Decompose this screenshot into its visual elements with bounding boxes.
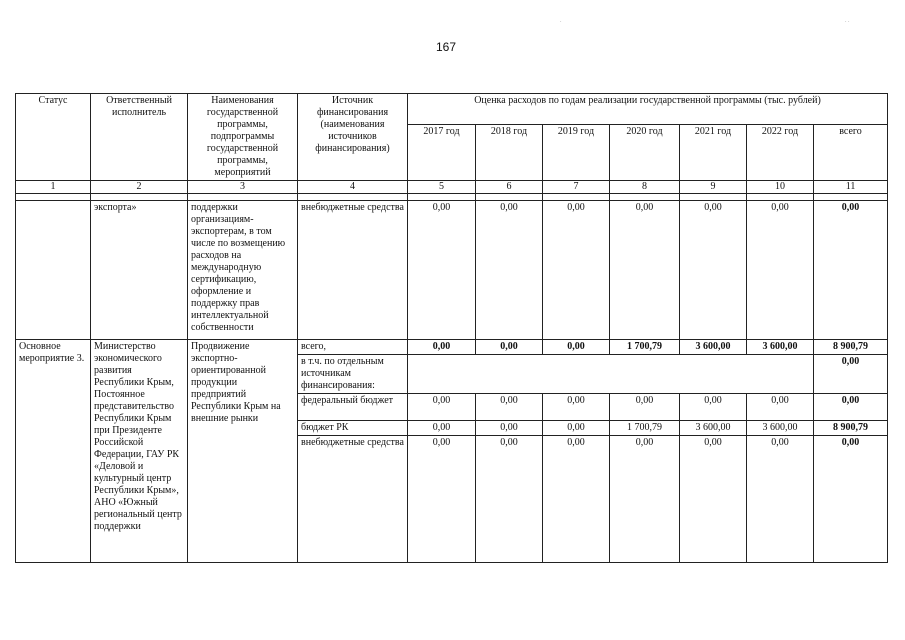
value-cell: 0,00 [543,201,610,340]
total-cell: 8 900,79 [814,421,888,436]
source-cell: в т.ч. по отдельным источникам финансирования: [298,355,408,394]
value-cell: 0,00 [747,394,814,421]
header-total: всего [814,125,888,181]
empty-value-cell [408,355,814,394]
continuation-row [16,201,888,340]
value-cell: 0,00 [408,436,476,563]
header-year: 2021 год [680,125,747,181]
column-number: 3 [188,181,298,194]
header-status: Статус [16,94,91,181]
value-cell: 0,00 [408,394,476,421]
header-costs: Оценка расходов по годам реализации государственной программы (тыс. рублей) [408,94,888,125]
measure-row-total [16,340,888,355]
page-number: 167 [436,40,457,54]
value-cell: 0,00 [476,394,543,421]
column-number: 5 [408,181,476,194]
value-cell: 0,00 [680,436,747,563]
value-cell: 0,00 [543,394,610,421]
value-cell: 0,00 [543,421,610,436]
measure-name: Продвижение экспортно-ориентированной продукции предприятий Республики Крым на внешние рынки [188,340,298,563]
value-cell: 0,00 [408,340,476,355]
header-row [16,94,888,125]
value-cell: 0,00 [408,201,476,340]
value-cell: 0,00 [680,201,747,340]
header-executor: Ответственный исполнитель [91,94,188,181]
header-year: 2017 год [408,125,476,181]
measure-status: Основное мероприятие 3. [16,340,91,563]
column-number: 4 [298,181,408,194]
column-number: 8 [610,181,680,194]
value-cell: 0,00 [747,201,814,340]
continuation-source: внебюджетные средства [298,201,408,340]
value-cell: 0,00 [543,436,610,563]
value-cell: 0,00 [476,436,543,563]
value-cell: 0,00 [408,421,476,436]
value-cell: 3 600,00 [680,421,747,436]
header-name: Наименования государственной программы, подпрограммы государственной программы, мероприятий [188,94,298,181]
value-cell: 1 700,79 [610,421,680,436]
header-year: 2019 год [543,125,610,181]
column-number: 6 [476,181,543,194]
value-cell: 0,00 [476,201,543,340]
total-cell: 0,00 [814,394,888,421]
value-cell: 0,00 [610,201,680,340]
column-number: 11 [814,181,888,194]
value-cell: 0,00 [543,340,610,355]
spacer-row [16,194,888,201]
value-cell: 3 600,00 [747,340,814,355]
scan-speck: . . [845,18,850,24]
column-number-row [16,181,888,194]
column-number: 7 [543,181,610,194]
total-cell: 0,00 [814,201,888,340]
scan-speck: . [560,18,562,24]
value-cell: 3 600,00 [747,421,814,436]
total-cell: 0,00 [814,436,888,563]
value-cell: 0,00 [610,436,680,563]
value-cell: 0,00 [610,394,680,421]
header-year: 2020 год [610,125,680,181]
continuation-executor: экспорта» [91,201,188,340]
value-cell: 0,00 [476,421,543,436]
value-cell: 3 600,00 [680,340,747,355]
total-cell: 8 900,79 [814,340,888,355]
budget-table [15,93,888,563]
column-number: 1 [16,181,91,194]
value-cell: 0,00 [476,340,543,355]
source-cell: внебюджетные средства [298,436,408,563]
continuation-status [16,201,91,340]
measure-executor: Министерство экономического развития Республики Крым, Постоянное представительство Республики Крым при Президенте Российской Федерации, ГАУ РК «Деловой и культурный центр Республики Крым», АНО «Южный региональный центр поддержки [91,340,188,563]
header-year: 2018 год [476,125,543,181]
source-cell: федеральный бюджет [298,394,408,421]
total-cell: 0,00 [814,355,888,394]
source-cell: бюджет РК [298,421,408,436]
value-cell: 1 700,79 [610,340,680,355]
column-number: 2 [91,181,188,194]
source-cell: всего, [298,340,408,355]
column-number: 9 [680,181,747,194]
value-cell: 0,00 [747,436,814,563]
header-source: Источник финансирования (наименования источников финансирования) [298,94,408,181]
value-cell: 0,00 [680,394,747,421]
continuation-name: поддержки организациям-экспортерам, в том числе по возмещению расходов на международную сертификацию, оформление и поддержку прав интеллектуальной собственности [188,201,298,340]
header-year: 2022 год [747,125,814,181]
column-number: 10 [747,181,814,194]
